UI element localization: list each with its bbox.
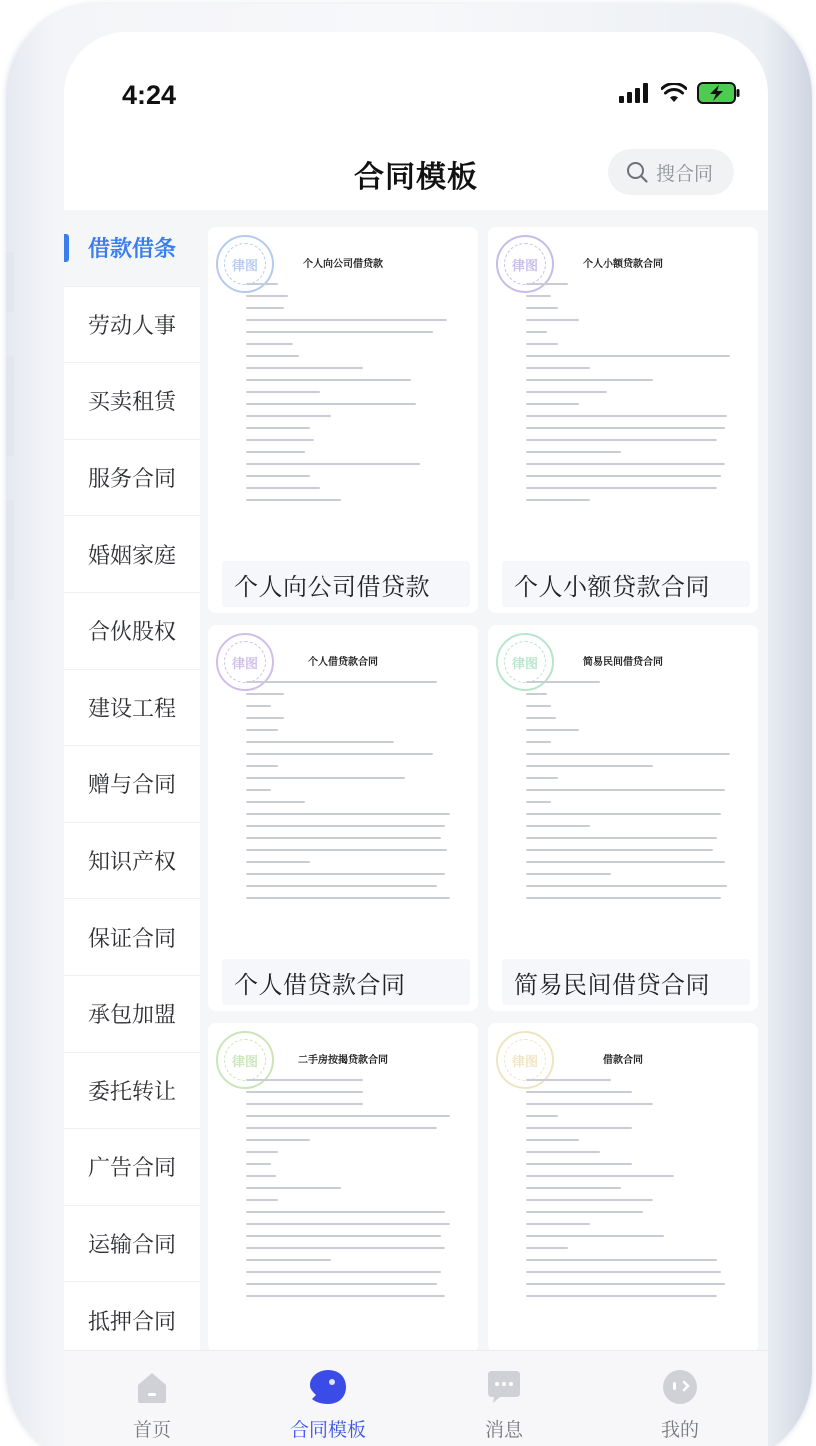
sidebar-item-label: 合伙股权 <box>87 620 176 646</box>
template-card[interactable] <box>208 625 478 1011</box>
sidebar-item-label: 承包加盟 <box>87 1003 176 1029</box>
sidebar-item-advertising[interactable] <box>64 1129 200 1206</box>
document-text-lines <box>526 283 738 511</box>
document-title: 个人向公司借贷款 <box>303 259 383 270</box>
wifi-icon <box>661 83 687 103</box>
document-title: 二手房按揭贷款合同 <box>298 1055 388 1066</box>
sidebar-item-label: 婚姻家庭 <box>87 543 176 569</box>
document-preview <box>208 227 478 557</box>
document-text-lines <box>526 681 738 909</box>
phone-frame <box>6 4 812 1446</box>
sidebar-item-ip[interactable] <box>64 823 200 900</box>
status-icons <box>619 82 741 104</box>
seal-text: 律图 <box>224 243 266 285</box>
status-time: 4:24 <box>122 80 177 110</box>
template-card[interactable] <box>208 227 478 613</box>
document-title: 个人借贷款合同 <box>308 657 378 668</box>
sidebar-item-label: 买卖租赁 <box>87 390 176 416</box>
category-sidebar <box>64 210 200 1350</box>
search-placeholder: 搜合同 <box>656 162 714 185</box>
sidebar-item-partnership[interactable] <box>64 593 200 670</box>
sidebar-item-label: 建设工程 <box>87 696 176 722</box>
sidebar-item-franchise[interactable] <box>64 976 200 1053</box>
sidebar-item-label: 赠与合同 <box>87 773 176 799</box>
template-card[interactable] <box>488 227 758 613</box>
document-title: 借款合同 <box>603 1055 643 1066</box>
document-preview <box>208 625 478 955</box>
tab-label: 首页 <box>132 1419 171 1441</box>
sidebar-item-transport[interactable] <box>64 1206 200 1283</box>
document-title: 简易民间借贷合同 <box>583 657 663 668</box>
phone-side-button <box>6 252 14 312</box>
profile-icon <box>660 1367 700 1407</box>
tab-label: 消息 <box>484 1419 523 1441</box>
sidebar-item-entrust[interactable] <box>64 1053 200 1130</box>
cellular-signal-icon <box>619 83 651 103</box>
document-text-lines <box>526 1079 738 1307</box>
tab-messages[interactable] <box>416 1351 592 1446</box>
sidebar-item-label: 劳动人事 <box>87 313 176 339</box>
template-card[interactable] <box>208 1023 478 1353</box>
document-title: 个人小额贷款合同 <box>583 259 663 270</box>
sidebar-item-guarantee[interactable] <box>64 899 200 976</box>
tab-home[interactable] <box>64 1351 240 1446</box>
seal-text: 律图 <box>504 1039 546 1081</box>
sidebar-item-marriage[interactable] <box>64 516 200 593</box>
document-preview <box>488 1023 758 1353</box>
sidebar-item-sale-lease[interactable] <box>64 363 200 440</box>
phone-volume-up <box>6 356 14 456</box>
contract-template-icon <box>308 1367 348 1407</box>
seal-text: 律图 <box>504 243 546 285</box>
bottom-tab-bar <box>64 1350 768 1446</box>
tab-profile[interactable] <box>592 1351 768 1446</box>
document-text-lines <box>246 681 458 909</box>
sidebar-item-gift[interactable] <box>64 746 200 823</box>
home-icon <box>132 1367 172 1407</box>
document-preview <box>208 1023 478 1353</box>
seal-text: 律图 <box>504 641 546 683</box>
tab-label: 我的 <box>660 1419 699 1441</box>
search-box[interactable] <box>608 149 734 195</box>
document-preview <box>488 625 758 955</box>
tab-label: 合同模板 <box>289 1419 366 1441</box>
sidebar-item-label: 广告合同 <box>87 1156 176 1182</box>
sidebar-item-loan[interactable] <box>64 210 200 287</box>
sidebar-item-label: 借款借条 <box>87 237 176 263</box>
template-name: 个人借贷款合同 <box>222 959 470 1005</box>
message-icon <box>484 1367 524 1407</box>
document-text-lines <box>246 283 458 511</box>
sidebar-item-service[interactable] <box>64 440 200 517</box>
seal-text: 律图 <box>224 1039 266 1081</box>
sidebar-item-label: 服务合同 <box>87 467 176 493</box>
template-name: 个人向公司借贷款 <box>222 561 470 607</box>
sidebar-item-label: 抵押合同 <box>87 1309 176 1335</box>
document-text-lines <box>246 1079 458 1307</box>
sidebar-item-label: 知识产权 <box>87 850 176 876</box>
template-name: 简易民间借贷合同 <box>502 959 750 1005</box>
sidebar-item-label: 委托转让 <box>87 1079 176 1105</box>
sidebar-item-labor[interactable] <box>64 287 200 364</box>
page-title: 合同模板 <box>354 160 478 195</box>
seal-text: 律图 <box>224 641 266 683</box>
search-icon <box>626 161 648 183</box>
sidebar-item-label: 运输合同 <box>87 1233 176 1259</box>
document-preview <box>488 227 758 557</box>
app-screen <box>64 32 768 1446</box>
tab-contract-templates[interactable] <box>240 1351 416 1446</box>
sidebar-item-construction[interactable] <box>64 670 200 747</box>
sidebar-item-label: 保证合同 <box>87 926 176 952</box>
sidebar-item-mortgage[interactable] <box>64 1282 200 1350</box>
template-card[interactable] <box>488 1023 758 1353</box>
phone-volume-down <box>6 500 14 600</box>
template-name: 个人小额贷款合同 <box>502 561 750 607</box>
template-card[interactable] <box>488 625 758 1011</box>
battery-charging-icon <box>697 82 741 104</box>
